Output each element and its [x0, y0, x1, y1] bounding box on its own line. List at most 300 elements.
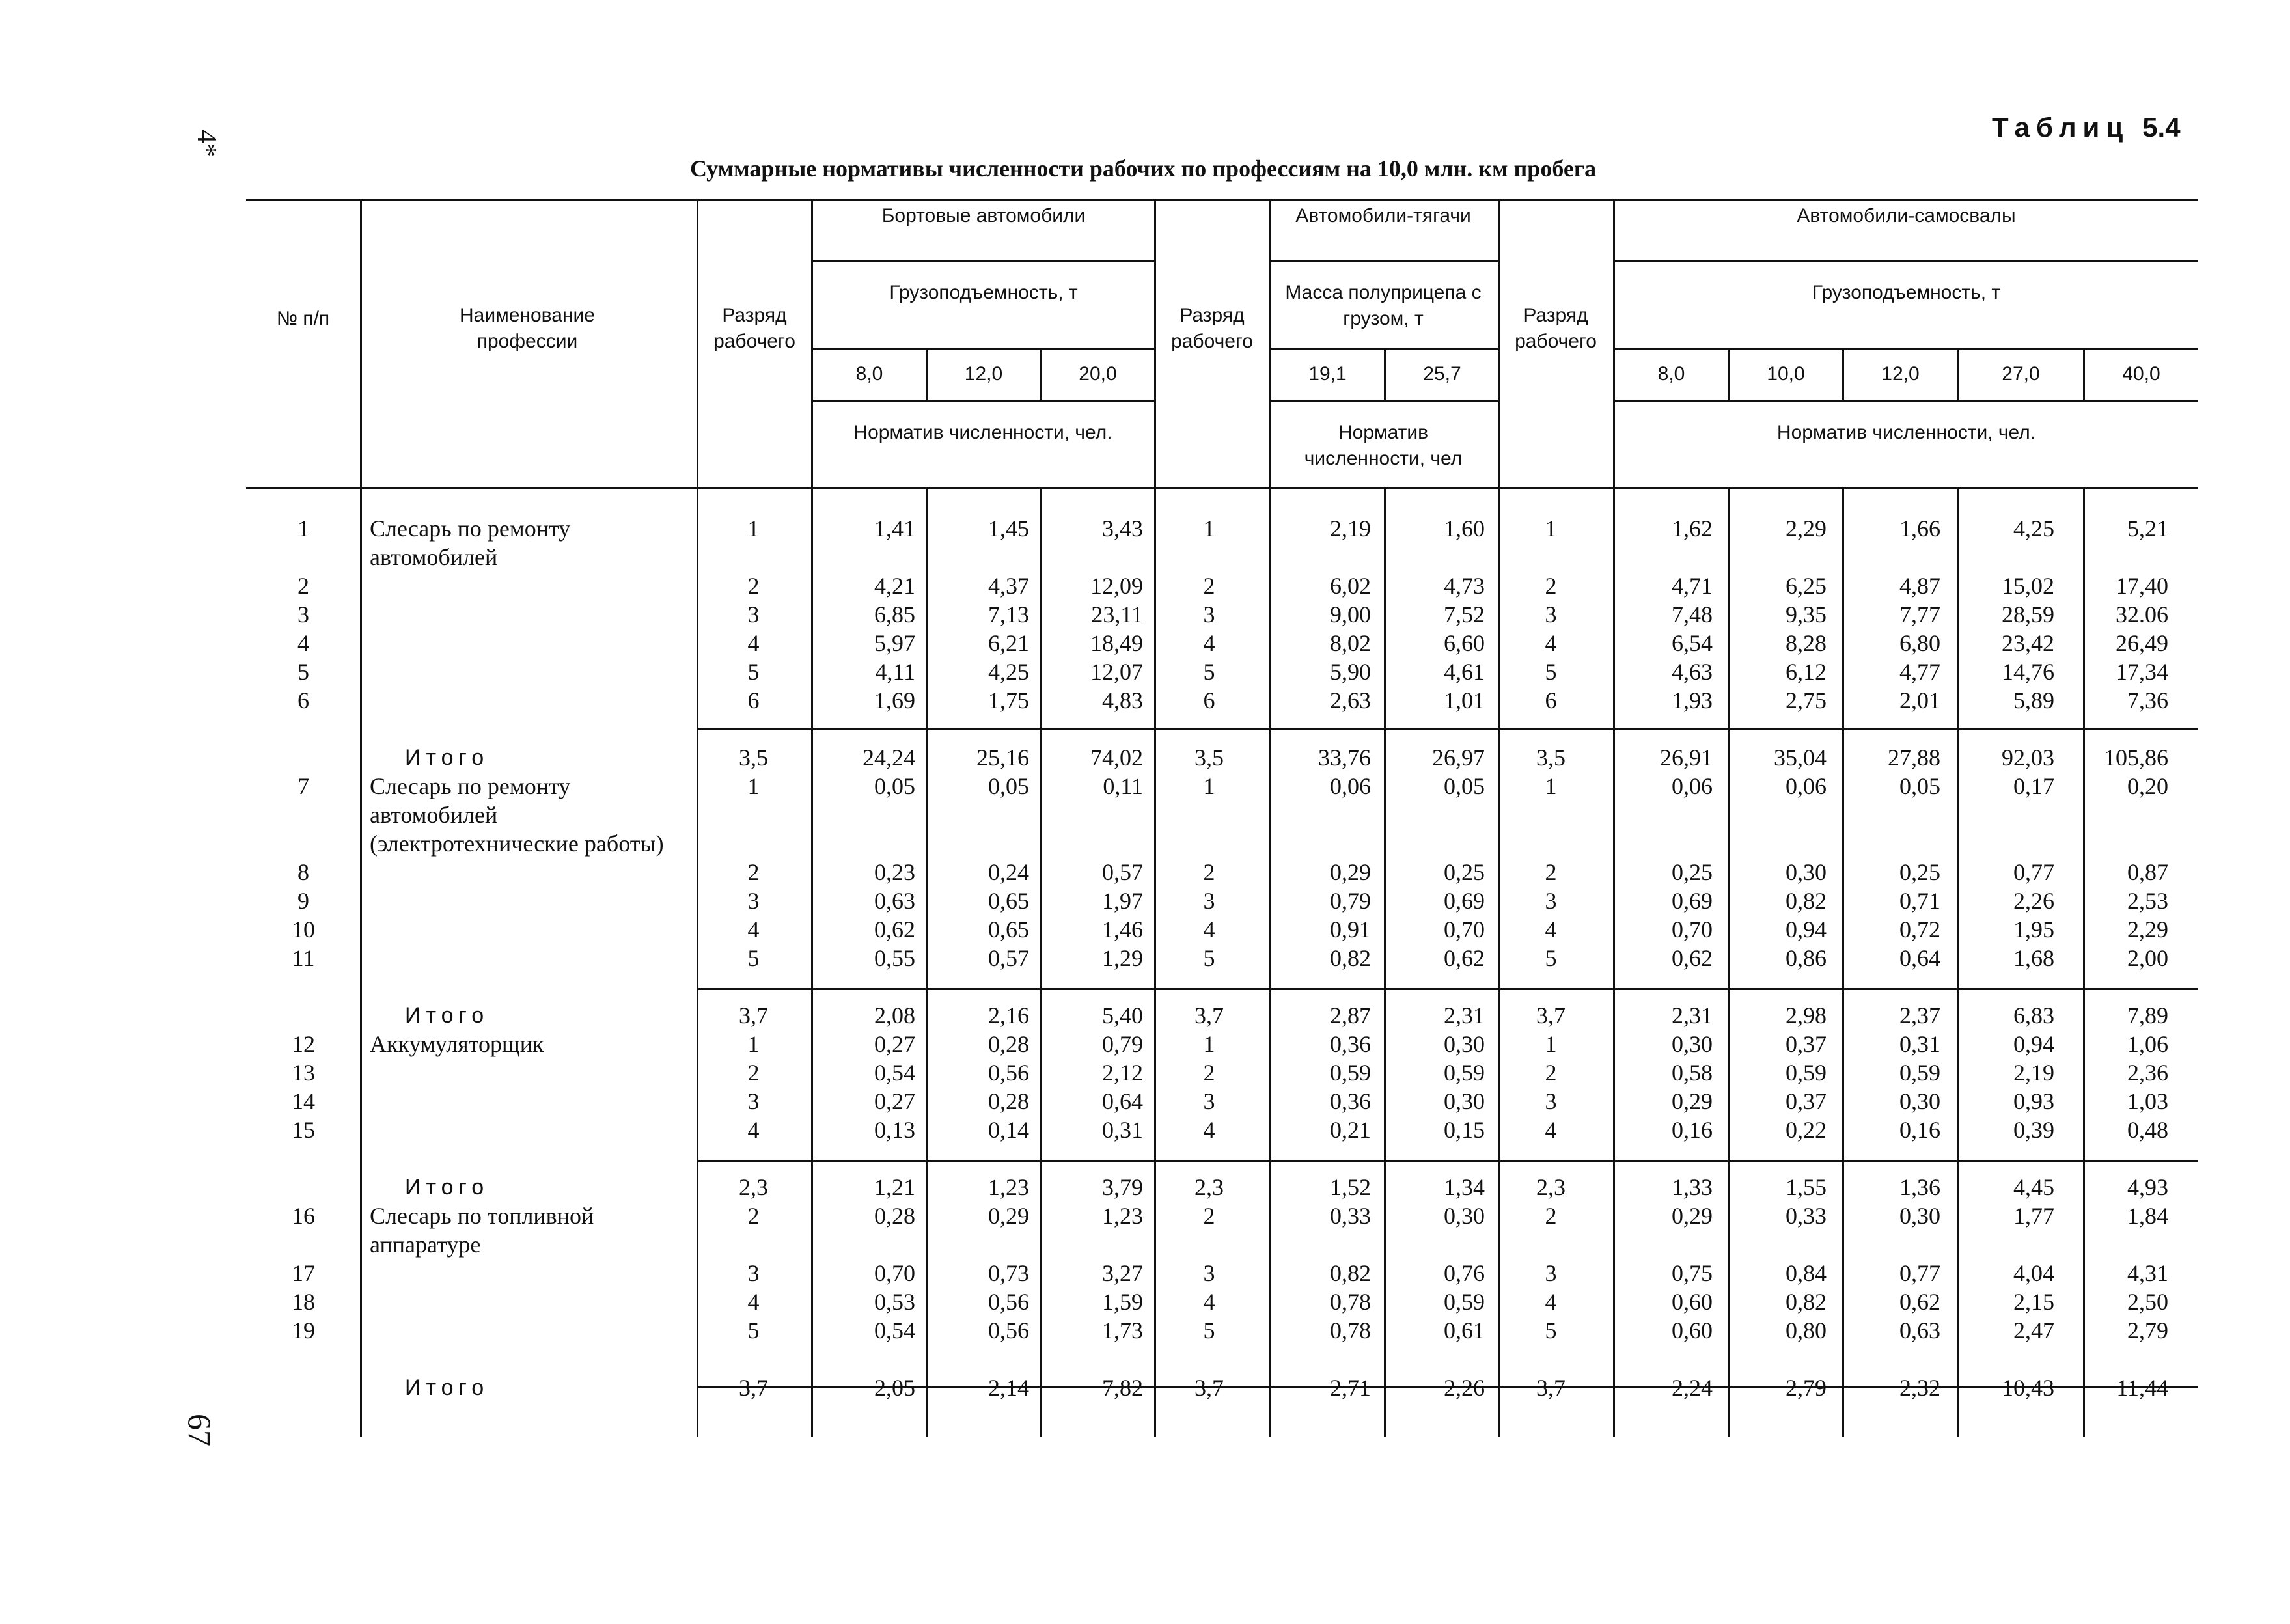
- norm-bortovye: 1,29: [1102, 945, 1143, 971]
- norm-tyagachi: 2,31: [1444, 1002, 1485, 1028]
- rank-bortovye: 3,5: [739, 745, 768, 771]
- header-group-tyagachi: Автомобили-тягачи: [1295, 205, 1471, 227]
- norm-tyagachi: 2,87: [1330, 1002, 1371, 1028]
- norm-bortovye: 0,56: [988, 1289, 1029, 1315]
- norm-bortovye: 0,73: [988, 1260, 1029, 1286]
- profession-name: [361, 1287, 697, 1316]
- norm-samosvaly: 6,25: [1786, 573, 1827, 599]
- row-number: 7: [297, 773, 309, 799]
- norm-bortovye: 0,23: [874, 859, 915, 885]
- norm-bortovye: 0,28: [988, 1088, 1029, 1114]
- norm-tyagachi: 0,21: [1330, 1117, 1371, 1143]
- rank-bortovye: 3: [747, 601, 760, 627]
- norm-bortovye: 3,27: [1102, 1260, 1143, 1286]
- norm-bortovye: 3,79: [1102, 1174, 1143, 1200]
- norm-samosvaly: 0,17: [2013, 773, 2054, 799]
- total-row: [246, 1373, 2177, 1402]
- norm-tyagachi: 0,82: [1330, 945, 1371, 971]
- table-row: [246, 1316, 2177, 1345]
- norm-samosvaly: 35,04: [1774, 745, 1827, 771]
- norm-bortovye: 1,45: [988, 516, 1029, 542]
- norm-tyagachi: 0,06: [1330, 773, 1371, 799]
- norm-bortovye: 2,05: [874, 1375, 915, 1401]
- rank-samosvaly: 4: [1545, 1117, 1557, 1143]
- row-number: [246, 743, 361, 772]
- norms-table: [246, 514, 2177, 1402]
- norm-samosvaly: 0,94: [1786, 916, 1827, 943]
- rank-tyagachi: 3,5: [1194, 745, 1224, 771]
- rank-tyagachi: 3: [1203, 1260, 1215, 1286]
- rank-bortovye: 2: [747, 1203, 760, 1229]
- profession-name: [361, 1058, 697, 1087]
- rank-samosvaly: 4: [1545, 1289, 1557, 1315]
- rank-bortovye: 2: [747, 859, 760, 885]
- norm-samosvaly: 1,84: [2127, 1203, 2168, 1229]
- rank-tyagachi: 3,7: [1194, 1375, 1224, 1401]
- norm-bortovye: 23,11: [1091, 601, 1143, 627]
- profession-name: [361, 571, 697, 600]
- norm-tyagachi: 0,29: [1330, 859, 1371, 885]
- rank-tyagachi: 6: [1203, 687, 1215, 713]
- spacer-row: [246, 972, 2177, 1001]
- header-cap-s-1: 8,0: [1657, 363, 1685, 385]
- rank-tyagachi: 1: [1203, 773, 1215, 799]
- rank-bortovye: 2,3: [739, 1174, 768, 1200]
- norm-samosvaly: 0,16: [1672, 1117, 1713, 1143]
- norm-tyagachi: 1,34: [1444, 1174, 1485, 1200]
- rank-tyagachi: 3: [1203, 1088, 1215, 1114]
- norm-tyagachi: 7,52: [1444, 601, 1485, 627]
- norm-samosvaly: 6,54: [1672, 630, 1713, 656]
- total-row: [246, 1001, 2177, 1030]
- norm-bortovye: 0,05: [988, 773, 1029, 799]
- norm-tyagachi: 0,30: [1444, 1088, 1485, 1114]
- table-number: 5.4: [2142, 112, 2181, 143]
- norm-samosvaly: 0,72: [1899, 916, 1940, 943]
- table-row: [246, 514, 2177, 571]
- rank-samosvaly: 1: [1545, 1031, 1557, 1057]
- profession-name: [361, 600, 697, 629]
- norm-samosvaly: 0,94: [2013, 1031, 2054, 1057]
- norm-bortovye: 3,43: [1102, 516, 1143, 542]
- rank-bortovye: 5: [747, 659, 760, 685]
- table-row: [246, 944, 2177, 972]
- rank-bortovye: 4: [747, 1289, 760, 1315]
- rank-bortovye: 6: [747, 687, 760, 713]
- norm-samosvaly: 0,77: [2013, 859, 2054, 885]
- norm-samosvaly: 0,06: [1672, 773, 1713, 799]
- table-row: [246, 1202, 2177, 1259]
- margin-mark: 4*: [191, 130, 221, 157]
- profession-name: [361, 1116, 697, 1144]
- norm-bortovye: 12,07: [1090, 659, 1143, 685]
- norm-samosvaly: 0,31: [1899, 1031, 1940, 1057]
- norm-samosvaly: 26,49: [2116, 630, 2168, 656]
- norm-samosvaly: 0,16: [1899, 1117, 1940, 1143]
- norm-samosvaly: 0,39: [2013, 1117, 2054, 1143]
- row-number: 18: [292, 1289, 315, 1315]
- norm-bortovye: 25,16: [976, 745, 1029, 771]
- norm-samosvaly: 10,43: [2002, 1375, 2054, 1401]
- rank-bortovye: 5: [747, 1317, 760, 1343]
- rank-tyagachi: 4: [1203, 1289, 1215, 1315]
- norm-samosvaly: 2,32: [1899, 1375, 1940, 1401]
- norm-bortovye: 4,21: [874, 573, 915, 599]
- table-row: [246, 686, 2177, 715]
- rank-tyagachi: 5: [1203, 945, 1215, 971]
- norm-bortovye: 0,70: [874, 1260, 915, 1286]
- norm-tyagachi: 0,59: [1444, 1289, 1485, 1315]
- norm-tyagachi: 2,19: [1330, 516, 1371, 542]
- norm-tyagachi: 0,78: [1330, 1289, 1371, 1315]
- table-row: [246, 1259, 2177, 1287]
- rank-bortovye: 3: [747, 1088, 760, 1114]
- norm-samosvaly: 0,29: [1672, 1203, 1713, 1229]
- rank-samosvaly: 2: [1545, 859, 1557, 885]
- table-row: [246, 1287, 2177, 1316]
- norm-samosvaly: 2,79: [2127, 1317, 2168, 1343]
- norm-samosvaly: 0,30: [1899, 1203, 1940, 1229]
- norm-samosvaly: 0,05: [1899, 773, 1940, 799]
- norm-samosvaly: 2,50: [2127, 1289, 2168, 1315]
- norm-samosvaly: 0,58: [1672, 1060, 1713, 1086]
- norm-tyagachi: 9,00: [1330, 601, 1371, 627]
- profession-name: [361, 1087, 697, 1116]
- norm-samosvaly: 5,89: [2013, 687, 2054, 713]
- header-cap-b-1: 8,0: [855, 363, 883, 385]
- rank-bortovye: 4: [747, 630, 760, 656]
- norm-tyagachi: 2,63: [1330, 687, 1371, 713]
- norm-bortovye: 0,54: [874, 1317, 915, 1343]
- norm-samosvaly: 17,40: [2116, 573, 2168, 599]
- spacer-row: [246, 1345, 2177, 1373]
- rank-samosvaly: 2: [1545, 1060, 1557, 1086]
- norm-tyagachi: 0,59: [1330, 1060, 1371, 1086]
- rank-bortovye: 3: [747, 1260, 760, 1286]
- header-rank-3: Разряд рабочего: [1515, 305, 1597, 352]
- row-number: 4: [297, 630, 309, 656]
- row-number: 15: [292, 1117, 315, 1143]
- header-cap-s-2: 10,0: [1767, 363, 1805, 385]
- spacer-row: [246, 715, 2177, 743]
- norm-samosvaly: 0,71: [1899, 888, 1940, 914]
- norm-bortovye: 0,53: [874, 1289, 915, 1315]
- norm-tyagachi: 0,15: [1444, 1117, 1485, 1143]
- norm-tyagachi: 0,76: [1444, 1260, 1485, 1286]
- norm-samosvaly: 0,29: [1672, 1088, 1713, 1114]
- row-number: 6: [297, 687, 309, 713]
- norm-samosvaly: 0,37: [1786, 1031, 1827, 1057]
- profession-name: [361, 629, 697, 657]
- norm-samosvaly: 9,35: [1786, 601, 1827, 627]
- norm-samosvaly: 7,36: [2127, 687, 2168, 713]
- profession-name: Слесарь по ремонту автомобилей (электротехнические работы): [370, 773, 664, 857]
- profession-name: [361, 887, 697, 915]
- rank-bortovye: 1: [747, 773, 760, 799]
- norm-bortovye: 1,41: [874, 516, 915, 542]
- rank-samosvaly: 3,7: [1536, 1375, 1566, 1401]
- norm-samosvaly: 2,19: [2013, 1060, 2054, 1086]
- header-cap-b-2: 12,0: [964, 363, 1003, 385]
- norm-bortovye: 4,25: [988, 659, 1029, 685]
- norm-samosvaly: 0,63: [1899, 1317, 1940, 1343]
- table-row: [246, 915, 2177, 944]
- norm-bortovye: 24,24: [862, 745, 915, 771]
- rank-samosvaly: 3,5: [1536, 745, 1566, 771]
- table-row: [246, 629, 2177, 657]
- norm-tyagachi: 26,97: [1432, 745, 1485, 771]
- norm-bortovye: 0,62: [874, 916, 915, 943]
- norm-samosvaly: 2,00: [2127, 945, 2168, 971]
- norm-samosvaly: 2,79: [1786, 1375, 1827, 1401]
- rank-samosvaly: 2: [1545, 573, 1557, 599]
- row-number: 13: [292, 1060, 315, 1086]
- norm-samosvaly: 0,37: [1786, 1088, 1827, 1114]
- total-row: [246, 743, 2177, 772]
- norm-bortovye: 0,28: [874, 1203, 915, 1229]
- norm-bortovye: 7,13: [988, 601, 1029, 627]
- norm-samosvaly: 14,76: [2002, 659, 2054, 685]
- norm-samosvaly: 1,68: [2013, 945, 2054, 971]
- header-norm-tyagachi: Норматив численности, чел: [1304, 422, 1463, 469]
- rank-samosvaly: 3,7: [1536, 1002, 1566, 1028]
- norm-bortovye: 0,65: [988, 916, 1029, 943]
- norm-bortovye: 2,14: [988, 1375, 1029, 1401]
- norm-bortovye: 1,46: [1102, 916, 1143, 943]
- norm-bortovye: 4,37: [988, 573, 1029, 599]
- rank-bortovye: 4: [747, 1117, 760, 1143]
- profession-name: [361, 657, 697, 686]
- norm-samosvaly: 4,45: [2013, 1174, 2054, 1200]
- rank-bortovye: 4: [747, 916, 760, 943]
- row-number: [246, 1173, 361, 1202]
- profession-name: Слесарь по топливной аппаратуре: [370, 1203, 594, 1258]
- table-label: [1992, 112, 2181, 143]
- norm-tyagachi: 4,73: [1444, 573, 1485, 599]
- norm-samosvaly: 6,12: [1786, 659, 1827, 685]
- norm-samosvaly: 5,21: [2127, 516, 2168, 542]
- header-cap-s-3: 12,0: [1881, 363, 1920, 385]
- norm-samosvaly: 0,60: [1672, 1289, 1713, 1315]
- norm-bortovye: 6,85: [874, 601, 915, 627]
- norm-samosvaly: 0,20: [2127, 773, 2168, 799]
- header-num: № п/п: [276, 308, 330, 329]
- norm-bortovye: 2,12: [1102, 1060, 1143, 1086]
- norm-bortovye: 12,09: [1090, 573, 1143, 599]
- row-number: 9: [297, 888, 309, 914]
- norm-tyagachi: 0,25: [1444, 859, 1485, 885]
- norm-bortovye: 1,23: [988, 1174, 1029, 1200]
- norm-bortovye: 0,79: [1102, 1031, 1143, 1057]
- norm-tyagachi: 0,69: [1444, 888, 1485, 914]
- profession-name: [361, 1316, 697, 1345]
- header-cap-t-2: 25,7: [1423, 363, 1461, 385]
- norm-samosvaly: 2,36: [2127, 1060, 2168, 1086]
- norm-samosvaly: 0,84: [1786, 1260, 1827, 1286]
- row-number: 16: [292, 1203, 315, 1229]
- header-name: Наименование профессии: [460, 305, 595, 352]
- norm-samosvaly: 26,91: [1660, 745, 1713, 771]
- rank-bortovye: 3: [747, 888, 760, 914]
- norm-bortovye: 1,23: [1102, 1203, 1143, 1229]
- norm-samosvaly: 0,64: [1899, 945, 1940, 971]
- norm-samosvaly: 8,28: [1786, 630, 1827, 656]
- table-row: [246, 1087, 2177, 1116]
- row-number: [246, 1373, 361, 1402]
- norm-bortovye: 1,73: [1102, 1317, 1143, 1343]
- norm-samosvaly: 0,86: [1786, 945, 1827, 971]
- norm-bortovye: 1,75: [988, 687, 1029, 713]
- header-group-samosvaly: Автомобили-самосвалы: [1797, 205, 2016, 227]
- norm-samosvaly: 0,33: [1786, 1203, 1827, 1229]
- norm-bortovye: 0,27: [874, 1031, 915, 1057]
- norm-bortovye: 0,14: [988, 1117, 1029, 1143]
- norm-bortovye: 0,24: [988, 859, 1029, 885]
- norm-samosvaly: 11,44: [2116, 1375, 2168, 1401]
- profession-name: [361, 686, 697, 715]
- norm-samosvaly: 0,06: [1786, 773, 1827, 799]
- norm-bortovye: 0,54: [874, 1060, 915, 1086]
- norm-tyagachi: 1,52: [1330, 1174, 1371, 1200]
- norm-tyagachi: 0,36: [1330, 1031, 1371, 1057]
- norm-samosvaly: 4,63: [1672, 659, 1713, 685]
- norm-samosvaly: 1,77: [2013, 1203, 2054, 1229]
- profession-name: [361, 944, 697, 972]
- norm-samosvaly: 7,77: [1899, 601, 1940, 627]
- table-row: [246, 571, 2177, 600]
- rank-tyagachi: 2: [1203, 573, 1215, 599]
- header-norm-samosvaly: Норматив численности, чел.: [1776, 422, 2036, 443]
- rank-tyagachi: 2: [1203, 859, 1215, 885]
- norm-bortovye: 0,65: [988, 888, 1029, 914]
- rank-bortovye: 1: [747, 1031, 760, 1057]
- norm-bortovye: 1,59: [1102, 1289, 1143, 1315]
- norm-tyagachi: 0,82: [1330, 1260, 1371, 1286]
- header-cap-t-1: 19,1: [1308, 363, 1347, 385]
- profession-name: Итого: [405, 1175, 490, 1200]
- rank-samosvaly: 5: [1545, 945, 1557, 971]
- rank-tyagachi: 5: [1203, 659, 1215, 685]
- norm-bortovye: 0,57: [1102, 859, 1143, 885]
- rank-tyagachi: 4: [1203, 916, 1215, 943]
- norm-bortovye: 1,97: [1102, 888, 1143, 914]
- norm-samosvaly: 0,30: [1672, 1031, 1713, 1057]
- row-number: 3: [297, 601, 309, 627]
- rank-bortovye: 1: [747, 516, 760, 542]
- norm-bortovye: 2,08: [874, 1002, 915, 1028]
- rank-bortovye: 5: [747, 945, 760, 971]
- norm-samosvaly: 0,77: [1899, 1260, 1940, 1286]
- norm-bortovye: 4,11: [875, 659, 915, 685]
- rank-samosvaly: 6: [1545, 687, 1557, 713]
- table-row: [246, 858, 2177, 887]
- norm-samosvaly: 0,75: [1672, 1260, 1713, 1286]
- profession-name: Итого: [405, 1375, 490, 1400]
- norm-tyagachi: 2,26: [1444, 1375, 1485, 1401]
- rank-tyagachi: 5: [1203, 1317, 1215, 1343]
- norm-samosvaly: 0,62: [1672, 945, 1713, 971]
- norm-tyagachi: 2,71: [1330, 1375, 1371, 1401]
- norm-samosvaly: 4,71: [1672, 573, 1713, 599]
- norm-tyagachi: 0,61: [1444, 1317, 1485, 1343]
- table-row: [246, 657, 2177, 686]
- norm-tyagachi: 0,33: [1330, 1203, 1371, 1229]
- row-number: 1: [297, 516, 309, 542]
- norm-samosvaly: 1,93: [1672, 687, 1713, 713]
- norm-samosvaly: 2,26: [2013, 888, 2054, 914]
- norm-samosvaly: 0,70: [1672, 916, 1713, 943]
- rank-tyagachi: 3,7: [1194, 1002, 1224, 1028]
- rank-tyagachi: 1: [1203, 1031, 1215, 1057]
- norm-bortovye: 7,82: [1102, 1375, 1143, 1401]
- header-cap-s-4: 27,0: [2002, 363, 2040, 385]
- header-cap-s-5: 40,0: [2122, 363, 2160, 385]
- norm-samosvaly: 0,93: [2013, 1088, 2054, 1114]
- norm-samosvaly: 1,95: [2013, 916, 2054, 943]
- table-row: [246, 1116, 2177, 1144]
- header-group-bortovye: Бортовые автомобили: [881, 205, 1086, 227]
- rank-bortovye: 3,7: [739, 1002, 768, 1028]
- norm-samosvaly: 2,01: [1899, 687, 1940, 713]
- norm-samosvaly: 7,89: [2127, 1002, 2168, 1028]
- rank-samosvaly: 1: [1545, 516, 1557, 542]
- norm-tyagachi: 6,02: [1330, 573, 1371, 599]
- norm-bortovye: 0,27: [874, 1088, 915, 1114]
- header-norm-bortovye: Норматив численности, чел.: [853, 422, 1112, 443]
- norm-bortovye: 0,05: [874, 773, 915, 799]
- rank-samosvaly: 1: [1545, 773, 1557, 799]
- norm-samosvaly: 1,06: [2127, 1031, 2168, 1057]
- norm-bortovye: 0,57: [988, 945, 1029, 971]
- norm-bortovye: 4,83: [1102, 687, 1143, 713]
- norm-samosvaly: 0,25: [1899, 859, 1940, 885]
- table-row: [246, 1030, 2177, 1058]
- norm-samosvaly: 27,88: [1888, 745, 1940, 771]
- row-number: [246, 1001, 361, 1030]
- header-sub-bortovye: Грузоподъемность, т: [889, 282, 1078, 303]
- norm-samosvaly: 2,47: [2013, 1317, 2054, 1343]
- profession-name: [361, 858, 697, 887]
- norm-samosvaly: 4,31: [2127, 1260, 2168, 1286]
- norm-samosvaly: 1,62: [1672, 516, 1713, 542]
- norm-samosvaly: 0,82: [1786, 1289, 1827, 1315]
- table-row: [246, 1058, 2177, 1087]
- rank-tyagachi: 4: [1203, 1117, 1215, 1143]
- norm-samosvaly: 0,82: [1786, 888, 1827, 914]
- table-row: [246, 887, 2177, 915]
- norm-samosvaly: 2,29: [1786, 516, 1827, 542]
- norm-tyagachi: 0,91: [1330, 916, 1371, 943]
- rank-tyagachi: 3: [1203, 601, 1215, 627]
- norm-samosvaly: 2,37: [1899, 1002, 1940, 1028]
- norm-tyagachi: 0,59: [1444, 1060, 1485, 1086]
- rank-samosvaly: 3: [1545, 1088, 1557, 1114]
- row-number: 17: [292, 1260, 315, 1286]
- spacer-row: [246, 1144, 2177, 1173]
- profession-name: Итого: [405, 745, 490, 770]
- norm-samosvaly: 1,03: [2127, 1088, 2168, 1114]
- table-title: Суммарные нормативы численности рабочих по профессиям на 10,0 млн. км пробега: [690, 156, 1597, 182]
- norm-samosvaly: 0,87: [2127, 859, 2168, 885]
- norm-bortovye: 6,21: [988, 630, 1029, 656]
- profession-name: [361, 1259, 697, 1287]
- row-number: 10: [292, 916, 315, 943]
- norm-samosvaly: 15,02: [2002, 573, 2054, 599]
- norm-bortovye: 0,64: [1102, 1088, 1143, 1114]
- rank-tyagachi: 2,3: [1194, 1174, 1224, 1200]
- rank-samosvaly: 4: [1545, 630, 1557, 656]
- norm-tyagachi: 0,70: [1444, 916, 1485, 943]
